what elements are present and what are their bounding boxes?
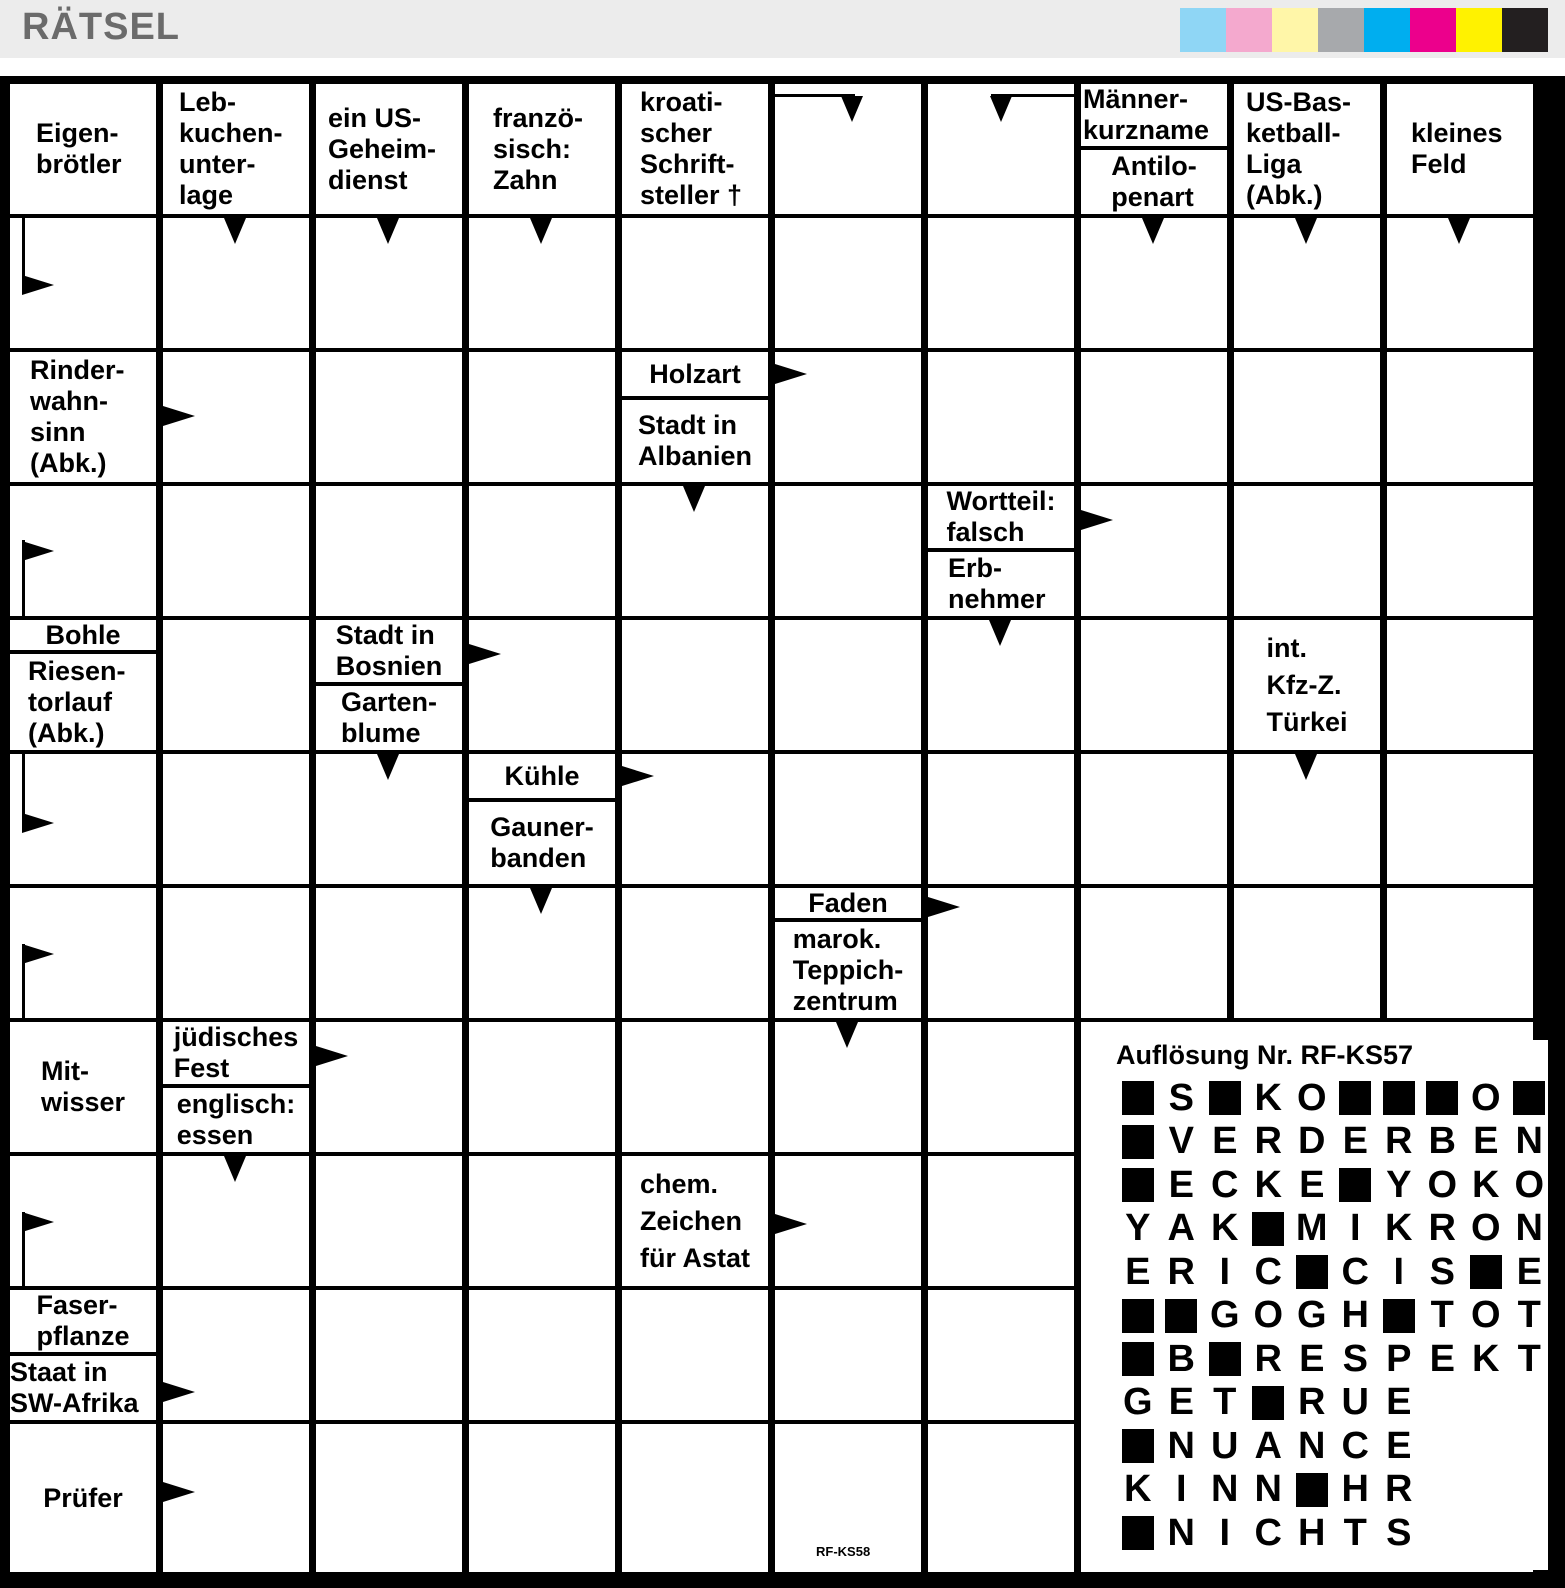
solution-letter: K [1472, 1337, 1500, 1380]
solution-title: Auflösung Nr. RF-KS57 [1116, 1040, 1414, 1070]
color-swatch [1410, 8, 1456, 52]
cell[interactable] [469, 1156, 615, 1286]
solution-letter: O [1470, 1076, 1501, 1119]
solution-letter: C [1341, 1250, 1369, 1293]
cell[interactable] [928, 218, 1074, 348]
clue-holzart: Holzart [622, 352, 768, 396]
cell[interactable] [928, 1022, 1074, 1152]
solution-black-cell [1116, 1511, 1160, 1555]
cell[interactable] [622, 1290, 768, 1420]
clue-marok-teppich: marok. Teppich- zentrum [775, 922, 921, 1018]
cell[interactable] [1234, 486, 1380, 616]
solution-letter: T [1343, 1511, 1367, 1554]
solution-black-cell [1377, 1294, 1421, 1338]
solution-letter: K [1124, 1468, 1152, 1510]
solution-row [1116, 1511, 1421, 1555]
cell[interactable] [775, 1290, 921, 1420]
arrow-down-icon [224, 1156, 246, 1182]
solution-letter: C [1211, 1163, 1239, 1206]
solution-black-cell [1508, 1076, 1552, 1120]
cell[interactable] [1081, 620, 1227, 750]
solution-letter: O [1470, 1207, 1501, 1249]
clue-erbnehmer: Erb- nehmer [928, 552, 1074, 616]
color-swatch [1226, 8, 1272, 52]
solution-letter: N [1298, 1424, 1326, 1467]
cell[interactable] [316, 1424, 462, 1572]
solution-black-cell [1334, 1076, 1378, 1120]
cell[interactable] [1081, 888, 1227, 1018]
arrow-right-icon [22, 944, 54, 964]
solution-letter: T [1517, 1337, 1541, 1380]
solution-letter: E [1125, 1250, 1151, 1293]
arrow-down-icon [841, 96, 863, 122]
solution-black-cell [1247, 1207, 1291, 1251]
clue-riesentorlauf: Riesen- torlauf (Abk.) [10, 654, 156, 750]
arrow-down-icon [1295, 218, 1317, 244]
cell[interactable] [1387, 754, 1533, 884]
arrow-right-icon [163, 1382, 195, 1402]
solution-letter: H [1298, 1511, 1326, 1554]
cell[interactable] [316, 888, 462, 1018]
solution-letter: O [1470, 1294, 1501, 1336]
clue-kleines-feld: kleines Feld [1387, 84, 1533, 214]
solution-letter: I [1349, 1207, 1361, 1249]
cell[interactable] [622, 218, 768, 348]
solution-letter: T [1517, 1294, 1541, 1336]
cell[interactable] [469, 1290, 615, 1420]
solution-letter: C [1254, 1250, 1282, 1293]
solution-black-cell [1290, 1468, 1334, 1512]
clue-pruefer: Prüfer [10, 1424, 156, 1572]
solution-panel [1098, 1040, 1548, 1570]
cell[interactable] [469, 620, 615, 750]
solution-letter: B [1428, 1120, 1456, 1162]
arrow-down-icon [836, 1022, 858, 1048]
clue-bohle: Bohle [10, 620, 156, 650]
solution-letter: I [1219, 1250, 1231, 1293]
cell[interactable] [1081, 754, 1227, 884]
cell[interactable] [622, 1022, 768, 1152]
cell[interactable] [775, 218, 921, 348]
arrow-down-icon [1142, 218, 1164, 244]
solution-letter: O [1296, 1076, 1327, 1119]
arrow-down-icon [990, 96, 1012, 122]
clue-us-geheimdienst: ein US- Geheim- dienst [316, 84, 462, 214]
solution-row [1116, 1337, 1551, 1381]
solution-letter: U [1341, 1381, 1369, 1423]
color-swatch [1502, 8, 1548, 52]
solution-letter: V [1168, 1120, 1194, 1162]
solution-letter: K [1254, 1163, 1282, 1206]
cell[interactable] [163, 620, 309, 750]
clue-staat-sw-afrika: Staat in SW-Afrika [10, 1356, 156, 1420]
arrow-down-icon [530, 888, 552, 914]
solution-letter: N [1515, 1207, 1543, 1249]
solution-letter: K [1211, 1207, 1239, 1249]
cell[interactable] [1234, 352, 1380, 482]
cell[interactable] [163, 754, 309, 884]
solution-letter: R [1167, 1250, 1195, 1293]
solution-letter: K [1254, 1076, 1282, 1119]
solution-letter: R [1254, 1120, 1282, 1162]
arrow-right-icon [22, 1212, 54, 1232]
clue-rinderwahnsinn: Rinder- wahn- sinn (Abk.) [10, 352, 156, 482]
cell[interactable] [316, 486, 462, 616]
solution-black-cell [1334, 1163, 1378, 1207]
solution-letter: I [1393, 1250, 1405, 1293]
solution-letter: E [1386, 1424, 1412, 1467]
solution-letter: T [1213, 1381, 1237, 1423]
clue-faden: Faden [775, 888, 921, 918]
cell[interactable] [928, 754, 1074, 884]
color-swatches [1180, 8, 1548, 52]
solution-letter: K [1385, 1207, 1413, 1249]
arrow-right-icon [22, 813, 54, 833]
solution-letter: E [1168, 1381, 1194, 1423]
clue-lebkuchen: Leb- kuchen- unter- lage [163, 84, 309, 214]
clue-stadt-bosnien: Stadt in Bosnien [316, 620, 462, 682]
arrow-down-icon [989, 620, 1011, 646]
solution-black-cell [1116, 1076, 1160, 1120]
cell[interactable] [622, 888, 768, 1018]
arrow-right-icon [163, 1482, 195, 1502]
cell[interactable] [469, 1424, 615, 1572]
cell[interactable] [316, 1156, 462, 1286]
solution-black-cell [1247, 1381, 1291, 1425]
solution-letter: O [1427, 1163, 1458, 1206]
arrow-right-icon [469, 644, 501, 664]
arrow-right-icon [316, 1046, 348, 1066]
clue-chem-astat: chem. Zeichen für Astat [622, 1156, 768, 1286]
cell[interactable] [1081, 352, 1227, 482]
solution-row [1116, 1120, 1551, 1164]
solution-letter: R [1298, 1381, 1326, 1423]
solution-letter: R [1385, 1468, 1413, 1510]
color-swatch [1272, 8, 1318, 52]
solution-letter: I [1219, 1511, 1231, 1554]
solution-letter: D [1298, 1120, 1326, 1162]
clue-stadt-albanien: Stadt in Albanien [622, 400, 768, 482]
clue-juedisches-fest: jüdisches Fest [163, 1022, 309, 1084]
solution-black-cell [1116, 1294, 1160, 1338]
clue-franz-zahn: franzö- sisch: Zahn [469, 84, 615, 214]
clue-wortteil-falsch: Wortteil: falsch [928, 486, 1074, 548]
arrow-down-icon [530, 218, 552, 244]
solution-letter: E [1516, 1250, 1542, 1293]
solution-black-cell [1421, 1076, 1465, 1120]
arrow-right-icon [22, 541, 54, 561]
solution-row [1116, 1381, 1421, 1425]
clue-us-basketball: US-Bas- ketball- Liga (Abk.) [1234, 84, 1380, 214]
clue-mitwisser: Mit- wisser [10, 1022, 156, 1152]
cell[interactable] [928, 1424, 1074, 1572]
solution-row [1116, 1424, 1421, 1468]
solution-letter: P [1386, 1337, 1412, 1380]
cell[interactable] [1387, 486, 1533, 616]
solution-black-cell [1290, 1250, 1334, 1294]
solution-letter: C [1341, 1424, 1369, 1467]
cell[interactable] [469, 1022, 615, 1152]
clue-englisch-essen: englisch: essen [163, 1088, 309, 1152]
solution-letter: H [1341, 1468, 1369, 1510]
arrow-right-icon [775, 1214, 807, 1234]
solution-letter: N [1167, 1511, 1195, 1554]
solution-letter: A [1254, 1424, 1282, 1467]
arrow-right-icon [22, 275, 54, 295]
color-swatch [1364, 8, 1410, 52]
arrow-down-icon [683, 486, 705, 512]
header-bar [0, 0, 1565, 58]
solution-letter: E [1342, 1120, 1368, 1162]
solution-letter: H [1341, 1294, 1369, 1336]
color-swatch [1456, 8, 1502, 52]
solution-letter: O [1514, 1163, 1545, 1206]
solution-row [1116, 1250, 1551, 1294]
clue-antilopenart: Antilo- penart [1081, 150, 1227, 214]
clue-kuehle: Kühle [469, 754, 615, 798]
page-title: RÄTSEL [22, 6, 180, 48]
solution-letter: R [1385, 1120, 1413, 1162]
solution-letter: E [1299, 1337, 1325, 1380]
solution-row [1116, 1294, 1551, 1338]
solution-letter: Y [1125, 1207, 1151, 1249]
clue-maennerkurzname: Männer- kurzname [1081, 84, 1227, 146]
clue-kfz-tuerkei: int. Kfz-Z. Türkei [1234, 620, 1380, 750]
solution-black-cell [1203, 1076, 1247, 1120]
solution-letter: E [1386, 1381, 1412, 1423]
arrow-down-icon [377, 218, 399, 244]
cell[interactable] [1081, 486, 1227, 616]
solution-row [1116, 1163, 1551, 1207]
clue-eigenbroetler: Eigen- brötler [10, 84, 156, 214]
arrow-right-icon [775, 364, 807, 384]
cell[interactable] [775, 754, 921, 884]
solution-black-cell [1203, 1337, 1247, 1381]
solution-letter: B [1167, 1337, 1195, 1380]
cell[interactable] [1387, 888, 1533, 1018]
arrow-down-icon [1448, 218, 1470, 244]
arrow-right-icon [163, 406, 195, 426]
cell[interactable] [775, 620, 921, 750]
solution-letter: U [1211, 1424, 1239, 1467]
arrow-right-icon [928, 897, 960, 917]
solution-letter: M [1295, 1207, 1328, 1249]
solution-black-cell [1116, 1424, 1160, 1468]
solution-letter: G [1296, 1294, 1327, 1336]
cell[interactable] [622, 620, 768, 750]
clue-gaunerbanden: Gauner- banden [469, 802, 615, 884]
solution-letter: E [1212, 1120, 1238, 1162]
color-swatch [1180, 8, 1226, 52]
solution-letter: Y [1386, 1163, 1412, 1206]
cell[interactable] [622, 1424, 768, 1572]
cell[interactable] [163, 888, 309, 1018]
solution-letter: N [1515, 1120, 1543, 1162]
solution-black-cell [1464, 1250, 1508, 1294]
solution-letter: G [1209, 1294, 1240, 1336]
cell[interactable] [928, 1156, 1074, 1286]
solution-letter: S [1429, 1250, 1455, 1293]
solution-letter: N [1254, 1468, 1282, 1510]
arrow-down-icon [377, 754, 399, 780]
cell[interactable] [163, 486, 309, 616]
solution-letter: S [1168, 1076, 1194, 1119]
solution-black-cell [1116, 1337, 1160, 1381]
solution-letter: N [1167, 1424, 1195, 1467]
solution-letter: S [1342, 1337, 1368, 1380]
clue-gartenblume: Garten- blume [316, 686, 462, 750]
solution-letter: S [1386, 1511, 1412, 1554]
solution-letter: K [1472, 1163, 1500, 1206]
cell[interactable] [928, 1290, 1074, 1420]
solution-black-cell [1116, 1163, 1160, 1207]
solution-letter: T [1430, 1294, 1454, 1336]
arrow-right-icon [1081, 510, 1113, 530]
color-swatch [1318, 8, 1364, 52]
arrow-right-icon [622, 766, 654, 786]
puzzle-code: RF-KS58 [816, 1544, 871, 1559]
solution-letter: E [1168, 1163, 1194, 1206]
cell[interactable] [775, 486, 921, 616]
solution-black-cell [1116, 1120, 1160, 1164]
solution-letter: A [1167, 1207, 1195, 1249]
solution-letter: G [1122, 1381, 1153, 1423]
cell[interactable] [316, 352, 462, 482]
solution-letter: I [1175, 1468, 1187, 1510]
solution-row [1116, 1207, 1551, 1251]
solution-letter: N [1211, 1468, 1239, 1510]
cell[interactable] [1234, 888, 1380, 1018]
cell[interactable] [928, 352, 1074, 482]
cell[interactable] [316, 1022, 462, 1152]
solution-letter: E [1473, 1120, 1499, 1162]
solution-row [1116, 1076, 1551, 1120]
solution-letter: R [1428, 1207, 1456, 1249]
solution-letter: E [1429, 1337, 1455, 1380]
solution-letter: E [1299, 1163, 1325, 1206]
arrow-down-icon [224, 218, 246, 244]
solution-letter: C [1254, 1511, 1282, 1554]
arrow-down-icon [1295, 754, 1317, 780]
solution-row [1116, 1468, 1421, 1512]
cell[interactable] [469, 352, 615, 482]
clue-faserpflanze: Faser- pflanze [10, 1290, 156, 1352]
clue-kroat-schriftsteller: kroati- scher Schrift- steller † [622, 84, 768, 214]
solution-black-cell [1160, 1294, 1204, 1338]
solution-letter: O [1253, 1294, 1284, 1336]
cell[interactable] [1387, 352, 1533, 482]
cell[interactable] [316, 1290, 462, 1420]
cell[interactable] [469, 486, 615, 616]
cell[interactable] [1387, 620, 1533, 750]
solution-letter: R [1254, 1337, 1282, 1380]
solution-black-cell [1377, 1076, 1421, 1120]
